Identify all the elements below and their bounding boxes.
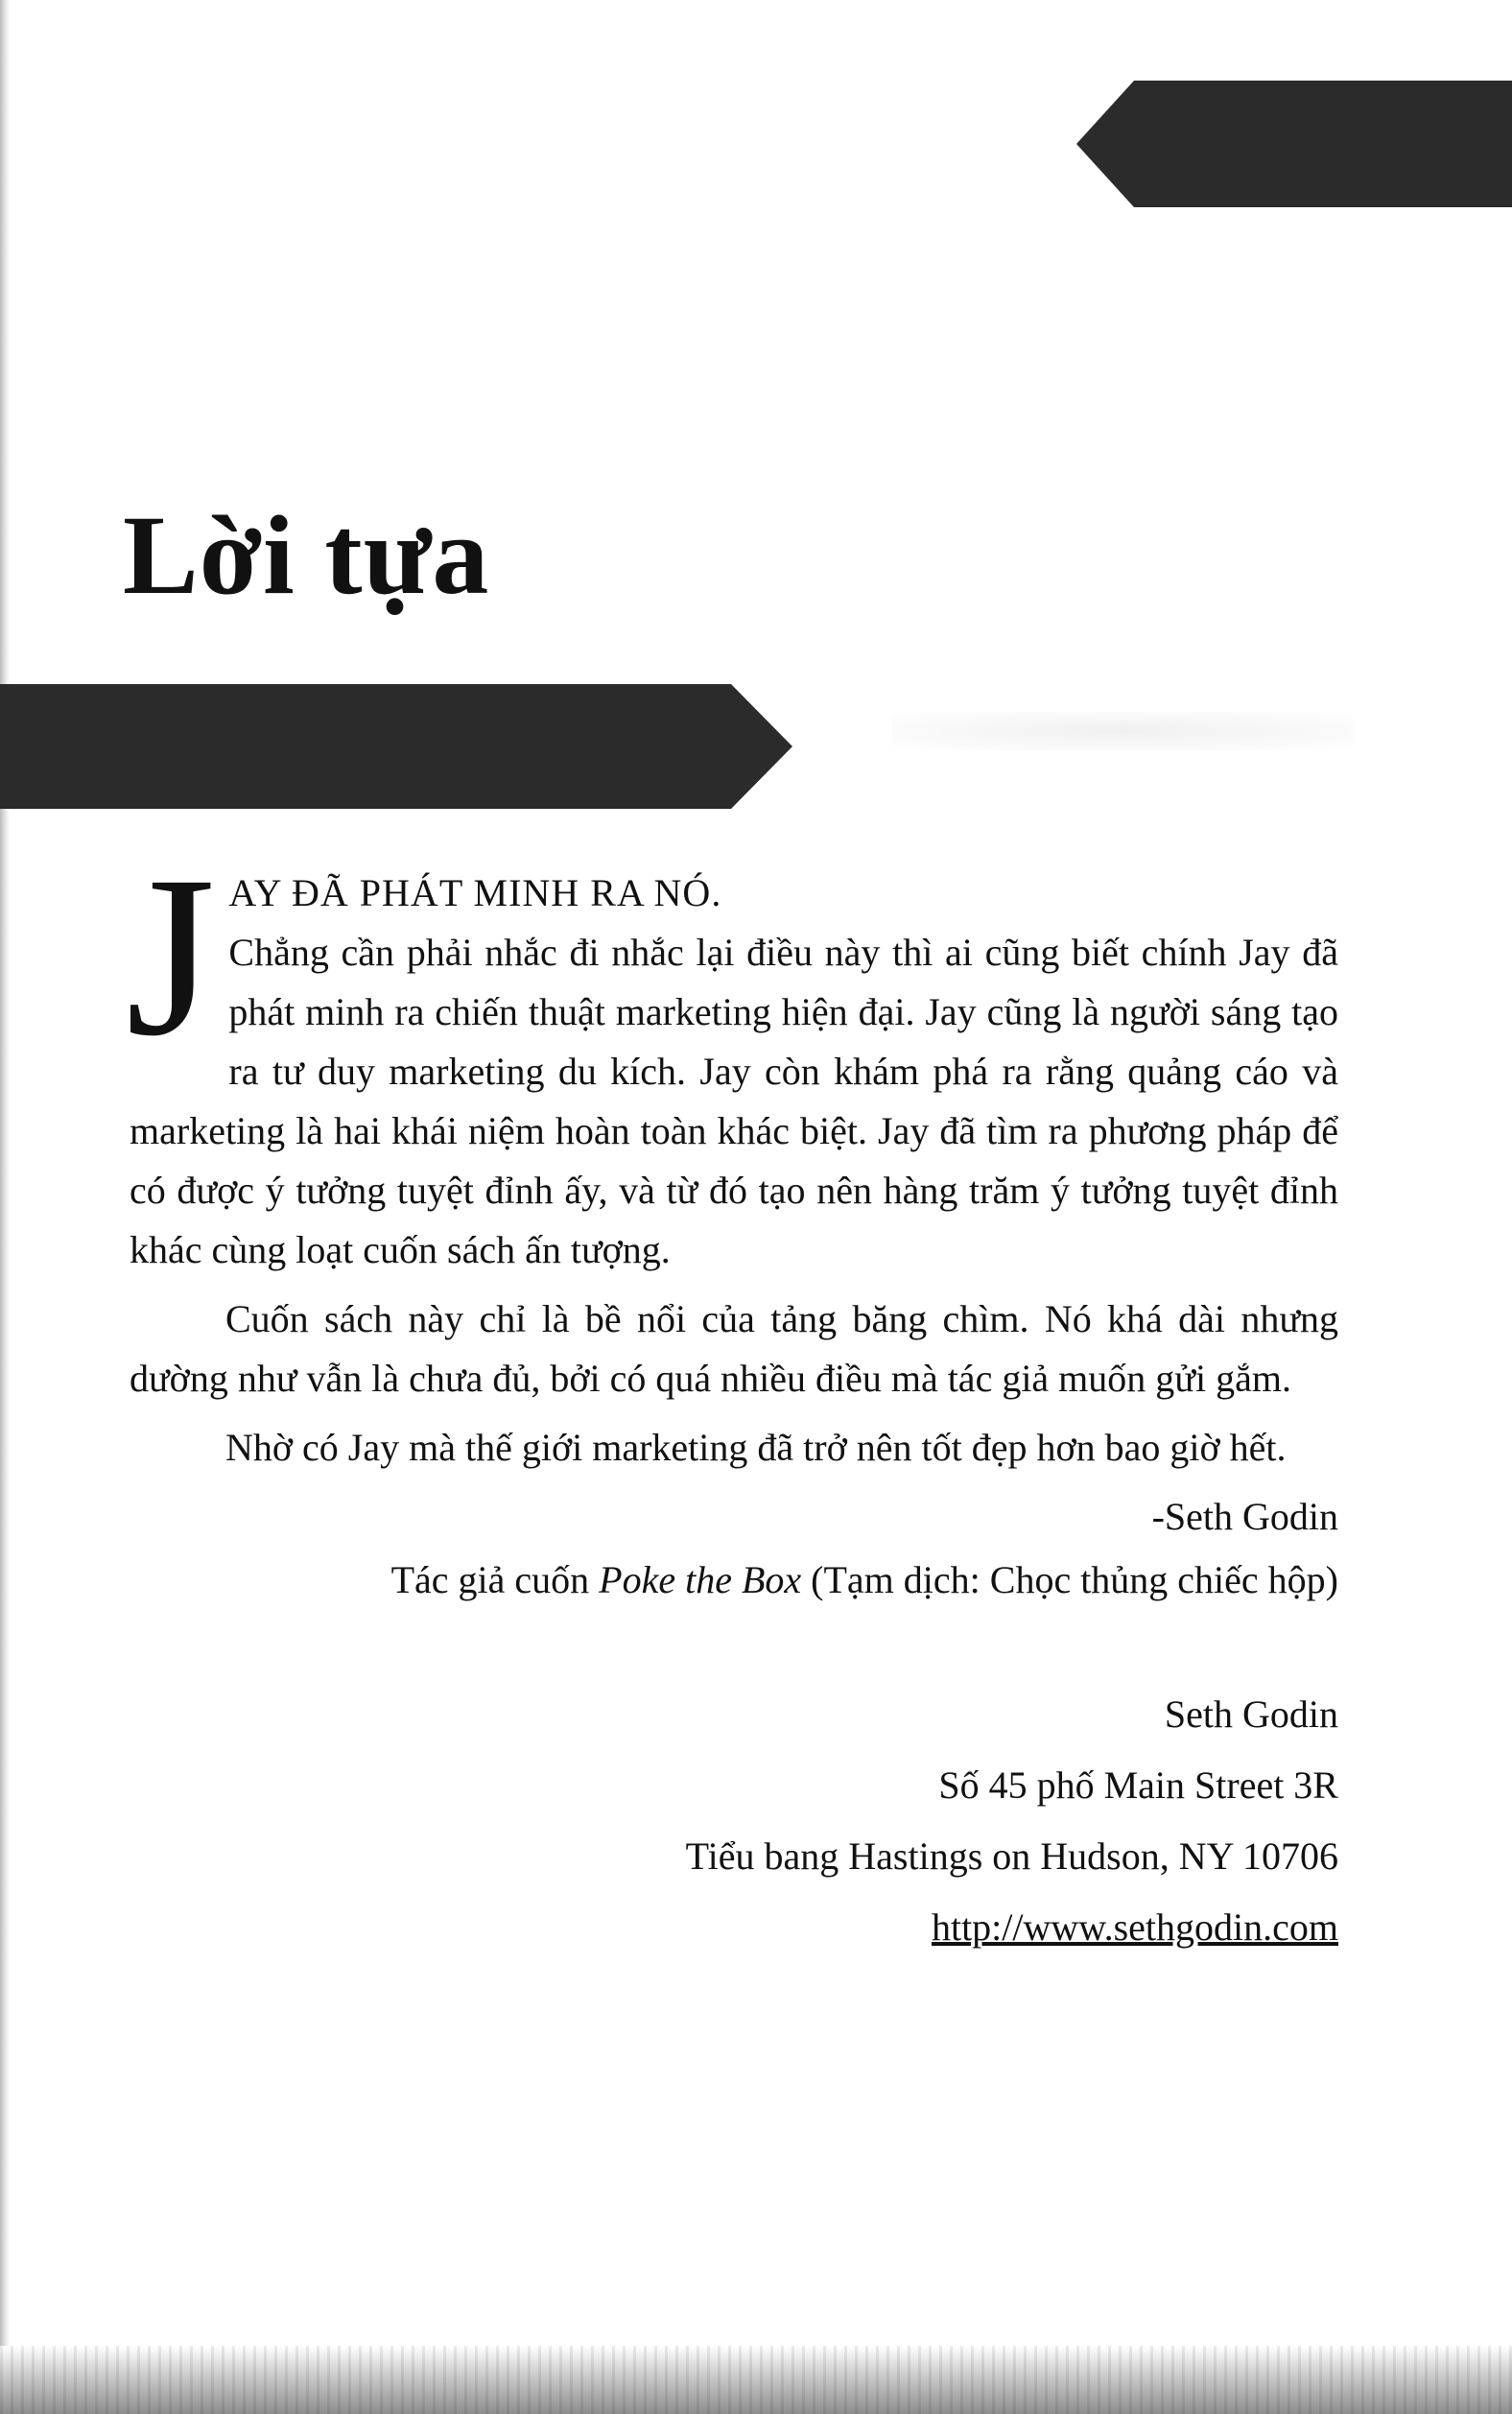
address-name: Seth Godin [1164, 1692, 1338, 1736]
heading-banner-shape [0, 684, 792, 809]
top-right-banner-decoration [1076, 81, 1512, 207]
paragraph-2: Cuốn sách này chỉ là bề nổi của tảng băng chìm. Nó khá dài nhưng dường như vẫn là chưa đủ, bởi có quá nhiều điều mà tác giả muốn gửi gắm. [130, 1297, 1338, 1400]
address-street: Số 45 phố Main Street 3R [938, 1763, 1338, 1807]
credit-suffix: (Tạm dịch: Chọc thủng chiếc hộp) [801, 1558, 1338, 1601]
scan-smudge [892, 712, 1353, 750]
heading-underline-banner [0, 684, 792, 809]
signature: -Seth Godin [1151, 1495, 1338, 1538]
address-block [130, 1679, 1338, 1963]
page-title: Lời tựa [123, 492, 490, 618]
opening-caps-line: AY ĐÃ PHÁT MINH RA NÓ. [228, 871, 722, 914]
website-link[interactable]: http://www.sethgodin.com [931, 1905, 1338, 1949]
preface-body [126, 828, 1338, 1963]
top-banner-shape [1076, 81, 1512, 207]
drop-cap: J [126, 828, 216, 1083]
page-edge-shadow [0, 0, 10, 2414]
paragraph-1: Chẳng cần phải nhắc đi nhắc lại điều này thì ai cũng biết chính Jay đã phát minh ra chiến thuật marketing hiện đại. Jay cũng là người sáng tạo ra tư duy marketing du kích. Jay còn khám phá ra rằng quảng cáo và marketing là hai khái niệm hoàn toàn khác biệt. Jay đã tìm ra phương pháp để có được ý tưởng tuyệt đỉnh ấy, và từ đó tạo nên hàng trăm ý tưởng tuyệt đỉnh khác cùng loạt cuốn sách ấn tượng. [130, 931, 1338, 1271]
opening-paragraph [126, 828, 1338, 1280]
address-city: Tiểu bang Hastings on Hudson, NY 10706 [685, 1834, 1338, 1878]
paragraph-3: Nhờ có Jay mà thế giới marketing đã trở nên tốt đẹp hơn bao giờ hết. [225, 1426, 1287, 1469]
credit-prefix: Tác giả cuốn [390, 1558, 600, 1601]
address-url-line [130, 1892, 1338, 1963]
bottom-scan-band [0, 2346, 1512, 2414]
author-credit [130, 1550, 1338, 1610]
book-title: Poke the Box [599, 1558, 802, 1601]
